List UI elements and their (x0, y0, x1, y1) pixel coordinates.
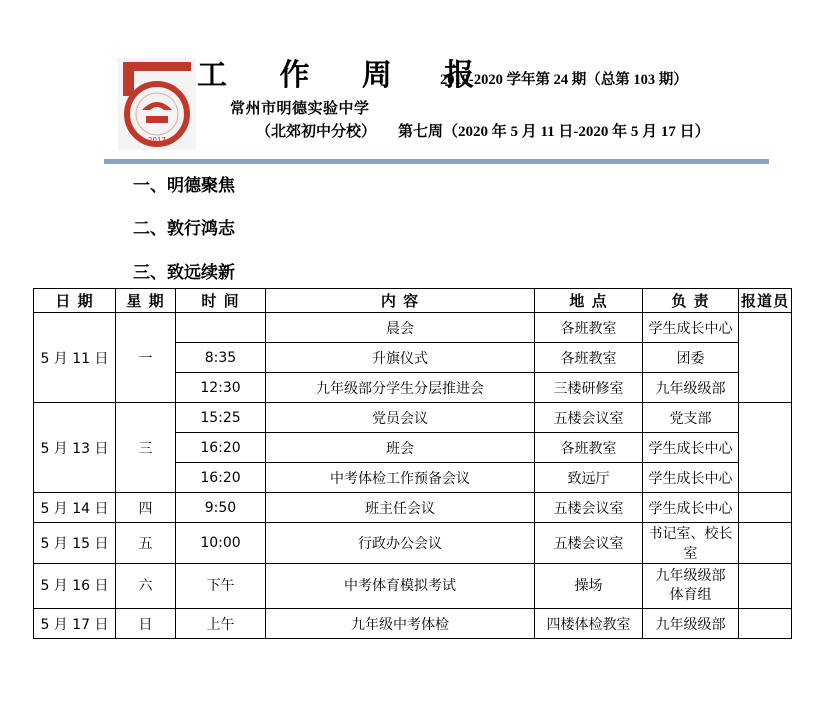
section-heading-3: 三、致远续新 (133, 263, 235, 283)
weekday-cell: 三 (116, 403, 176, 493)
table-row (34, 313, 792, 343)
time-cell: 16:20 (176, 433, 266, 463)
reporter-cell (739, 313, 792, 403)
time-cell: 上午 (176, 609, 266, 639)
owner-cell: 团委 (643, 343, 739, 373)
owner-cell: 学生成长中心 (643, 433, 739, 463)
logo-emblem-base (146, 116, 168, 123)
branch-name: （北郊初中分校） (256, 124, 377, 140)
place-cell: 四楼体检教室 (535, 609, 643, 639)
content-cell: 九年级中考体检 (266, 609, 535, 639)
owner-cell: 九年级级部 (643, 373, 739, 403)
owner-cell: 书记室、校长室 (643, 523, 739, 564)
date-cell: 5 月 13 日 (34, 403, 116, 493)
weekday-cell: 四 (116, 493, 176, 523)
table-row (34, 564, 792, 609)
place-cell: 操场 (535, 564, 643, 609)
content-cell: 班会 (266, 433, 535, 463)
week-range: 第七周（2020 年 5 月 11 日-2020 年 5 月 17 日） (398, 124, 710, 140)
time-cell: 15:25 (176, 403, 266, 433)
place-cell: 各班教室 (535, 313, 643, 343)
section-heading-1: 一、明德聚焦 (133, 176, 235, 196)
content-cell: 九年级部分学生分层推进会 (266, 373, 535, 403)
table-row (34, 523, 792, 564)
content-cell: 晨会 (266, 313, 535, 343)
school-logo (118, 58, 196, 150)
content-cell: 班主任会议 (266, 493, 535, 523)
reporter-cell (739, 403, 792, 493)
reporter-cell (739, 523, 792, 564)
date-cell: 5 月 11 日 (34, 313, 116, 403)
schedule-table (33, 288, 792, 639)
weekday-cell: 六 (116, 564, 176, 609)
col-header-time: 时 间 (176, 289, 266, 313)
time-cell: 下午 (176, 564, 266, 609)
place-cell: 五楼会议室 (535, 523, 643, 564)
table-row (34, 493, 792, 523)
logo-year: 2017 (148, 136, 166, 144)
owner-cell: 学生成长中心 (643, 493, 739, 523)
reporter-cell (739, 564, 792, 609)
page-title: 工 作 周 报 (197, 58, 496, 93)
owner-cell: 九年级级部 (643, 609, 739, 639)
time-cell: 12:30 (176, 373, 266, 403)
col-header-weekday: 星 期 (116, 289, 176, 313)
time-cell: 9:50 (176, 493, 266, 523)
weekday-cell: 日 (116, 609, 176, 639)
logo-bar-side (123, 62, 134, 96)
time-cell: 16:20 (176, 463, 266, 493)
owner-cell: 学生成长中心 (643, 463, 739, 493)
place-cell: 各班教室 (535, 433, 643, 463)
content-cell: 行政办公会议 (266, 523, 535, 564)
reporter-cell (739, 493, 792, 523)
header-divider (104, 159, 769, 164)
time-cell: 8:35 (176, 343, 266, 373)
date-cell: 5 月 14 日 (34, 493, 116, 523)
school-name: 常州市明德实验中学 (230, 99, 370, 117)
place-cell: 各班教室 (535, 343, 643, 373)
time-cell: 10:00 (176, 523, 266, 564)
issue-number: 2019-2020 学年第 24 期（总第 103 期） (440, 72, 688, 88)
date-cell: 5 月 16 日 (34, 564, 116, 609)
col-header-content: 内 容 (266, 289, 535, 313)
reporter-cell (739, 609, 792, 639)
content-cell: 升旗仪式 (266, 343, 535, 373)
date-cell: 5 月 15 日 (34, 523, 116, 564)
col-header-owner: 负 责 (643, 289, 739, 313)
table-header-row (34, 289, 792, 313)
date-cell: 5 月 17 日 (34, 609, 116, 639)
table-row (34, 403, 792, 433)
owner-line-1: 九年级级部 (655, 568, 726, 584)
owner-cell (643, 564, 739, 609)
owner-cell: 学生成长中心 (643, 313, 739, 343)
content-cell: 中考体育模拟考试 (266, 564, 535, 609)
place-cell: 三楼研修室 (535, 373, 643, 403)
content-cell: 党员会议 (266, 403, 535, 433)
time-cell (176, 313, 266, 343)
owner-line-2: 体育组 (669, 587, 712, 603)
col-header-date: 日 期 (34, 289, 116, 313)
place-cell: 五楼会议室 (535, 493, 643, 523)
place-cell: 五楼会议室 (535, 403, 643, 433)
weekday-cell: 五 (116, 523, 176, 564)
table-row (34, 609, 792, 639)
section-heading-2: 二、敦行鸿志 (133, 219, 235, 239)
owner-cell: 党支部 (643, 403, 739, 433)
content-cell: 中考体检工作预备会议 (266, 463, 535, 493)
col-header-place: 地 点 (535, 289, 643, 313)
col-header-reporter: 报道员 (739, 289, 792, 313)
weekday-cell: 一 (116, 313, 176, 403)
place-cell: 致远厅 (535, 463, 643, 493)
